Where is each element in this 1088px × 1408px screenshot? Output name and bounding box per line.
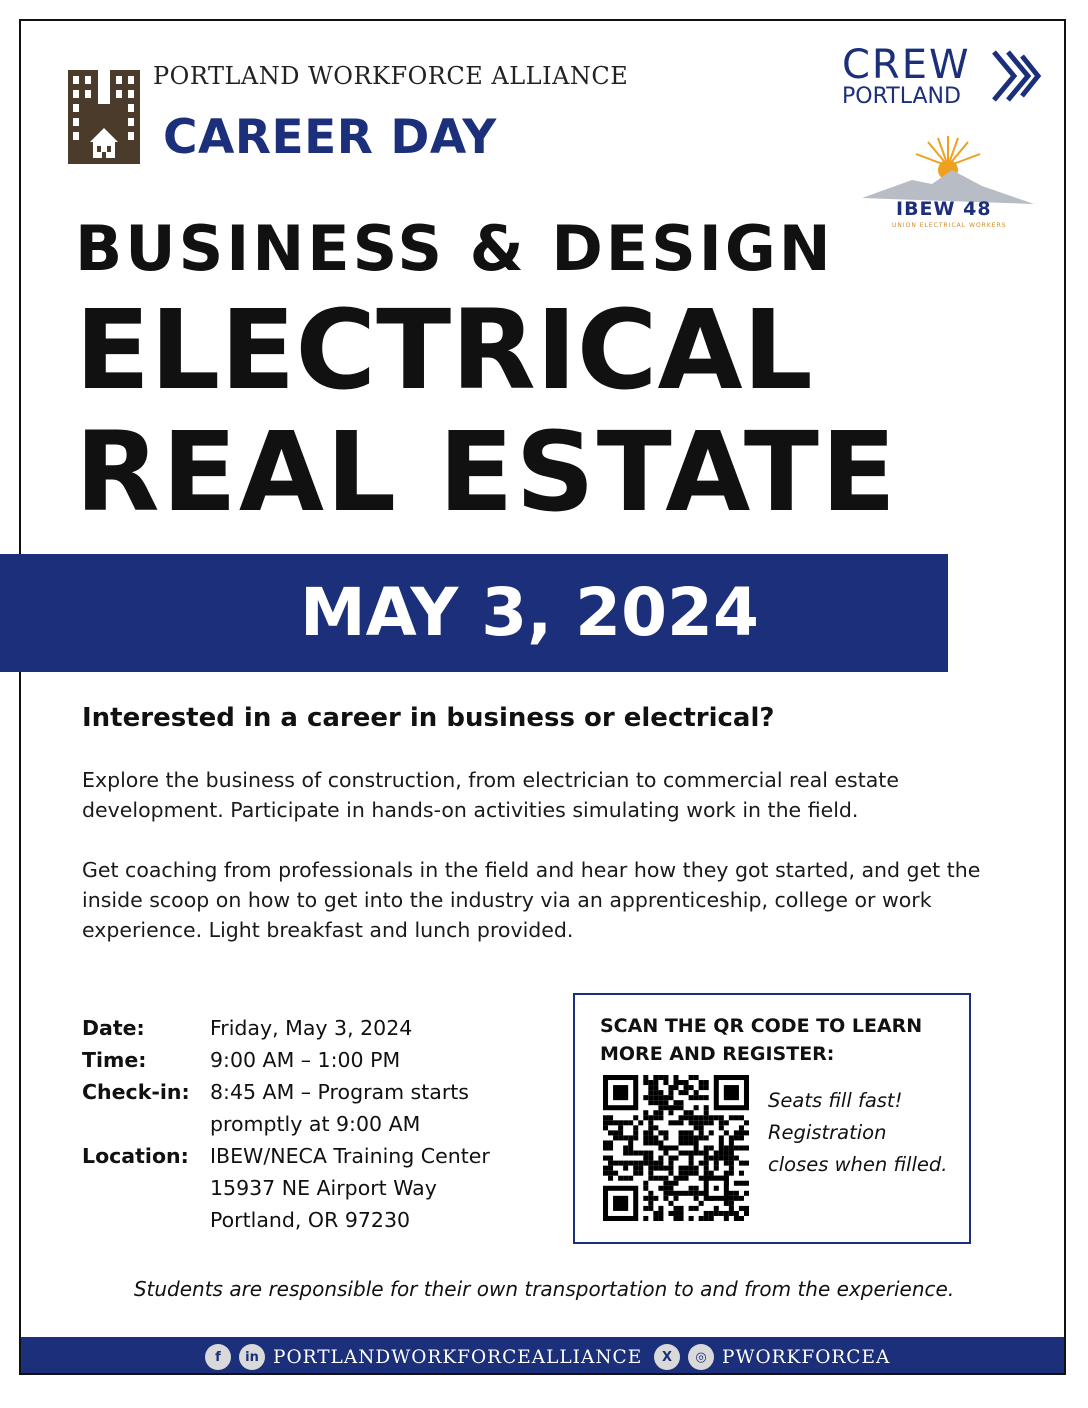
crew-logo-text: CREW [842,42,971,88]
detail-value: IBEW/NECA Training Center 15937 NE Airport Way Portland, OR 97230 [210,1144,490,1232]
event-details [82,1012,550,1236]
sun-mountain-icon [862,136,1034,206]
qr-note: Seats fill fast! Registration closes when filled. [768,1089,948,1176]
intro-question: Interested in a career in business or electrical? [82,703,775,733]
ibew-logo-text: IBEW 48 [896,198,992,220]
date-banner-text: MAY 3, 2024 [300,574,759,651]
intro-paragraph-1: Explore the business of construction, from electrician to commercial real estate development. Participate in hands-on activities simulating work in the field. [82,768,899,822]
headline-line-1: BUSINESS & DESIGN [75,212,834,285]
detail-label: Check-in: [82,1080,190,1104]
detail-value: 9:00 AM – 1:00 PM [210,1048,401,1072]
intro-paragraph-2: Get coaching from professionals in the field and hear how they got started, and get the inside scoop on how to get into the industry via an apprenticeship, college or work experience. Light breakfast and lunch provided. [82,858,981,942]
detail-label: Location: [82,1144,189,1168]
detail-value: Friday, May 3, 2024 [210,1016,413,1040]
headline-line-2: ELECTRICAL [75,286,813,414]
ibew-48-logo [862,136,1034,229]
linkedin-icon[interactable]: in [239,1344,265,1370]
social-handle-group-1 [205,1344,642,1370]
event-type-title: CAREER DAY [163,110,497,165]
detail-value: 8:45 AM – Program starts promptly at 9:00 AM [210,1080,469,1136]
detail-row-location [82,1140,550,1236]
ibew-logo-tagline: UNION ELECTRICAL WORKERS [892,222,1007,229]
social-handle-1[interactable]: PORTLANDWORKFORCEALLIANCE [273,1346,643,1368]
detail-row-check-in [82,1076,550,1140]
social-handle-group-2 [654,1344,890,1370]
qr-title: SCAN THE QR CODE TO LEARN MORE AND REGISTER: [600,1015,923,1065]
detail-row-date [82,1012,550,1044]
facebook-icon[interactable]: f [205,1344,231,1370]
crew-logo-subtext: PORTLAND [842,84,961,109]
instagram-icon[interactable]: ◎ [688,1344,714,1370]
building-logo-icon [68,70,140,164]
chevron-arrows-icon [990,46,1044,106]
detail-label: Date: [82,1016,145,1040]
detail-label: Time: [82,1048,147,1072]
crew-portland-logo [842,44,971,108]
transportation-disclaimer: Students are responsible for their own transportation to and from the experience. [133,1277,955,1301]
org-name: PORTLAND WORKFORCE ALLIANCE [153,62,629,90]
social-handle-2[interactable]: PWORKFORCEA [722,1346,891,1368]
qr-code-icon[interactable] [603,1075,749,1221]
headline-line-3: REAL ESTATE [75,408,898,536]
x-icon[interactable]: X [654,1344,680,1370]
detail-row-time [82,1044,550,1076]
